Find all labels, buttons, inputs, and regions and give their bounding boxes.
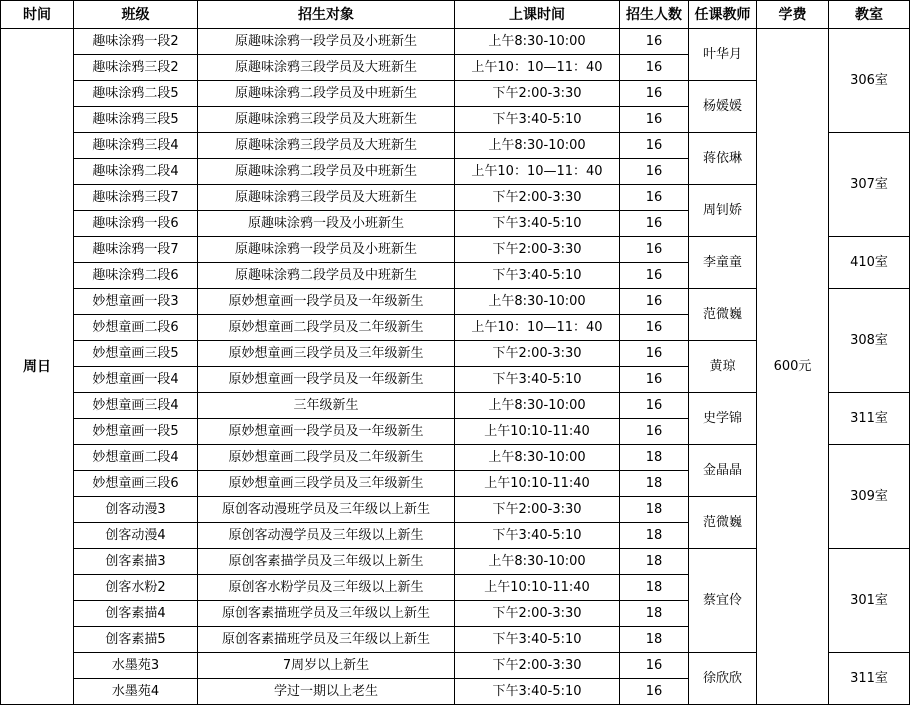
count-cell: 16 bbox=[620, 133, 689, 159]
count-cell: 16 bbox=[620, 55, 689, 81]
class-cell: 妙想童画一段3 bbox=[74, 289, 198, 315]
target-cell: 学过一期以上老生 bbox=[198, 679, 455, 705]
time-cell: 上午10：10—11：40 bbox=[455, 159, 620, 185]
target-cell: 原趣味涂鸦三段学员及大班新生 bbox=[198, 133, 455, 159]
teacher-cell: 蒋依琳 bbox=[689, 133, 757, 185]
class-cell: 创客动漫3 bbox=[74, 497, 198, 523]
time-cell: 上午8:30-10:00 bbox=[455, 393, 620, 419]
time-cell: 上午10:10-11:40 bbox=[455, 575, 620, 601]
target-cell: 原趣味涂鸦二段学员及中班新生 bbox=[198, 263, 455, 289]
header-room: 教室 bbox=[829, 1, 910, 29]
header-schedule: 上课时间 bbox=[455, 1, 620, 29]
count-cell: 16 bbox=[620, 211, 689, 237]
teacher-cell: 范微巍 bbox=[689, 289, 757, 341]
count-cell: 16 bbox=[620, 679, 689, 705]
time-cell: 上午10：10—11：40 bbox=[455, 55, 620, 81]
teacher-cell: 徐欣欣 bbox=[689, 653, 757, 705]
count-cell: 16 bbox=[620, 263, 689, 289]
class-cell: 趣味涂鸦一段6 bbox=[74, 211, 198, 237]
time-cell: 上午8:30-10:00 bbox=[455, 289, 620, 315]
header-teacher: 任课教师 bbox=[689, 1, 757, 29]
class-cell: 趣味涂鸦三段2 bbox=[74, 55, 198, 81]
class-cell: 趣味涂鸦一段7 bbox=[74, 237, 198, 263]
count-cell: 16 bbox=[620, 367, 689, 393]
class-cell: 妙想童画一段5 bbox=[74, 419, 198, 445]
teacher-cell: 杨媛媛 bbox=[689, 81, 757, 133]
target-cell: 原趣味涂鸦二段学员及中班新生 bbox=[198, 159, 455, 185]
target-cell: 原创客动漫学员及三年级以上新生 bbox=[198, 523, 455, 549]
target-cell: 原创客动漫班学员及三年级以上新生 bbox=[198, 497, 455, 523]
room-cell: 307室 bbox=[829, 133, 910, 237]
target-cell: 原趣味涂鸦一段学员及小班新生 bbox=[198, 237, 455, 263]
count-cell: 16 bbox=[620, 185, 689, 211]
time-cell: 下午3:40-5:10 bbox=[455, 367, 620, 393]
class-cell: 水墨苑3 bbox=[74, 653, 198, 679]
count-cell: 16 bbox=[620, 81, 689, 107]
day-cell: 周日 bbox=[1, 29, 74, 705]
count-cell: 18 bbox=[620, 497, 689, 523]
count-cell: 16 bbox=[620, 419, 689, 445]
room-cell: 311室 bbox=[829, 393, 910, 445]
target-cell: 原趣味涂鸦三段学员及大班新生 bbox=[198, 55, 455, 81]
target-cell: 原妙想童画二段学员及二年级新生 bbox=[198, 315, 455, 341]
count-cell: 16 bbox=[620, 289, 689, 315]
teacher-cell: 史学锦 bbox=[689, 393, 757, 445]
target-cell: 原妙想童画一段学员及一年级新生 bbox=[198, 289, 455, 315]
class-cell: 妙想童画二段4 bbox=[74, 445, 198, 471]
class-cell: 创客素描3 bbox=[74, 549, 198, 575]
teacher-cell: 叶华月 bbox=[689, 29, 757, 81]
target-cell: 原妙想童画一段学员及一年级新生 bbox=[198, 419, 455, 445]
time-cell: 上午10：10—11：40 bbox=[455, 315, 620, 341]
room-cell: 311室 bbox=[829, 653, 910, 705]
count-cell: 16 bbox=[620, 29, 689, 55]
teacher-cell: 范微巍 bbox=[689, 497, 757, 549]
class-cell: 妙想童画二段6 bbox=[74, 315, 198, 341]
target-cell: 7周岁以上新生 bbox=[198, 653, 455, 679]
time-cell: 下午2:00-3:30 bbox=[455, 601, 620, 627]
class-cell: 创客素描4 bbox=[74, 601, 198, 627]
class-cell: 趣味涂鸦三段7 bbox=[74, 185, 198, 211]
time-cell: 上午10:10-11:40 bbox=[455, 471, 620, 497]
room-cell: 410室 bbox=[829, 237, 910, 289]
count-cell: 18 bbox=[620, 445, 689, 471]
target-cell: 原趣味涂鸦三段学员及大班新生 bbox=[198, 185, 455, 211]
target-cell: 原创客水粉学员及三年级以上新生 bbox=[198, 575, 455, 601]
class-cell: 创客水粉2 bbox=[74, 575, 198, 601]
target-cell: 原趣味涂鸦二段学员及中班新生 bbox=[198, 81, 455, 107]
header-row bbox=[1, 1, 910, 29]
target-cell: 原妙想童画一段学员及一年级新生 bbox=[198, 367, 455, 393]
class-cell: 创客动漫4 bbox=[74, 523, 198, 549]
target-cell: 原妙想童画三段学员及三年级新生 bbox=[198, 471, 455, 497]
target-cell: 原趣味涂鸦三段学员及大班新生 bbox=[198, 107, 455, 133]
time-cell: 上午8:30-10:00 bbox=[455, 549, 620, 575]
count-cell: 16 bbox=[620, 107, 689, 133]
room-cell: 309室 bbox=[829, 445, 910, 549]
count-cell: 16 bbox=[620, 393, 689, 419]
header-class: 班级 bbox=[74, 1, 198, 29]
count-cell: 18 bbox=[620, 575, 689, 601]
count-cell: 18 bbox=[620, 549, 689, 575]
fee-cell: 600元 bbox=[757, 29, 829, 705]
time-cell: 下午2:00-3:30 bbox=[455, 341, 620, 367]
target-cell: 原趣味涂鸦一段及小班新生 bbox=[198, 211, 455, 237]
class-cell: 趣味涂鸦一段2 bbox=[74, 29, 198, 55]
target-cell: 原创客素描班学员及三年级以上新生 bbox=[198, 601, 455, 627]
header-time: 时间 bbox=[1, 1, 74, 29]
header-target: 招生对象 bbox=[198, 1, 455, 29]
class-cell: 趣味涂鸦二段5 bbox=[74, 81, 198, 107]
class-cell: 趣味涂鸦二段4 bbox=[74, 159, 198, 185]
time-cell: 下午2:00-3:30 bbox=[455, 81, 620, 107]
time-cell: 下午3:40-5:10 bbox=[455, 211, 620, 237]
count-cell: 16 bbox=[620, 653, 689, 679]
time-cell: 下午2:00-3:30 bbox=[455, 653, 620, 679]
room-cell: 301室 bbox=[829, 549, 910, 653]
count-cell: 16 bbox=[620, 159, 689, 185]
count-cell: 18 bbox=[620, 471, 689, 497]
time-cell: 上午10:10-11:40 bbox=[455, 419, 620, 445]
room-cell: 306室 bbox=[829, 29, 910, 133]
count-cell: 16 bbox=[620, 237, 689, 263]
teacher-cell: 周钊娇 bbox=[689, 185, 757, 237]
room-cell: 308室 bbox=[829, 289, 910, 393]
time-cell: 下午3:40-5:10 bbox=[455, 263, 620, 289]
target-cell: 原创客素描学员及三年级以上新生 bbox=[198, 549, 455, 575]
count-cell: 18 bbox=[620, 523, 689, 549]
class-cell: 妙想童画三段4 bbox=[74, 393, 198, 419]
target-cell: 原趣味涂鸦一段学员及小班新生 bbox=[198, 29, 455, 55]
target-cell: 原创客素描班学员及三年级以上新生 bbox=[198, 627, 455, 653]
target-cell: 原妙想童画三段学员及三年级新生 bbox=[198, 341, 455, 367]
class-cell: 妙想童画一段4 bbox=[74, 367, 198, 393]
class-cell: 水墨苑4 bbox=[74, 679, 198, 705]
time-cell: 下午3:40-5:10 bbox=[455, 679, 620, 705]
teacher-cell: 李童童 bbox=[689, 237, 757, 289]
teacher-cell: 蔡宜伶 bbox=[689, 549, 757, 653]
time-cell: 下午2:00-3:30 bbox=[455, 237, 620, 263]
class-cell: 趣味涂鸦二段6 bbox=[74, 263, 198, 289]
count-cell: 18 bbox=[620, 627, 689, 653]
class-cell: 趣味涂鸦三段5 bbox=[74, 107, 198, 133]
time-cell: 上午8:30-10:00 bbox=[455, 29, 620, 55]
time-cell: 下午2:00-3:30 bbox=[455, 185, 620, 211]
count-cell: 16 bbox=[620, 315, 689, 341]
header-fee: 学费 bbox=[757, 1, 829, 29]
time-cell: 下午3:40-5:10 bbox=[455, 627, 620, 653]
count-cell: 18 bbox=[620, 601, 689, 627]
time-cell: 上午8:30-10:00 bbox=[455, 133, 620, 159]
teacher-cell: 黄琼 bbox=[689, 341, 757, 393]
target-cell: 原妙想童画二段学员及二年级新生 bbox=[198, 445, 455, 471]
time-cell: 下午3:40-5:10 bbox=[455, 523, 620, 549]
table-row bbox=[1, 29, 910, 55]
time-cell: 上午8:30-10:00 bbox=[455, 445, 620, 471]
time-cell: 下午2:00-3:30 bbox=[455, 497, 620, 523]
teacher-cell: 金晶晶 bbox=[689, 445, 757, 497]
header-count: 招生人数 bbox=[620, 1, 689, 29]
class-cell: 妙想童画三段6 bbox=[74, 471, 198, 497]
class-cell: 趣味涂鸦三段4 bbox=[74, 133, 198, 159]
class-cell: 创客素描5 bbox=[74, 627, 198, 653]
time-cell: 下午3:40-5:10 bbox=[455, 107, 620, 133]
class-cell: 妙想童画三段5 bbox=[74, 341, 198, 367]
count-cell: 16 bbox=[620, 341, 689, 367]
target-cell: 三年级新生 bbox=[198, 393, 455, 419]
